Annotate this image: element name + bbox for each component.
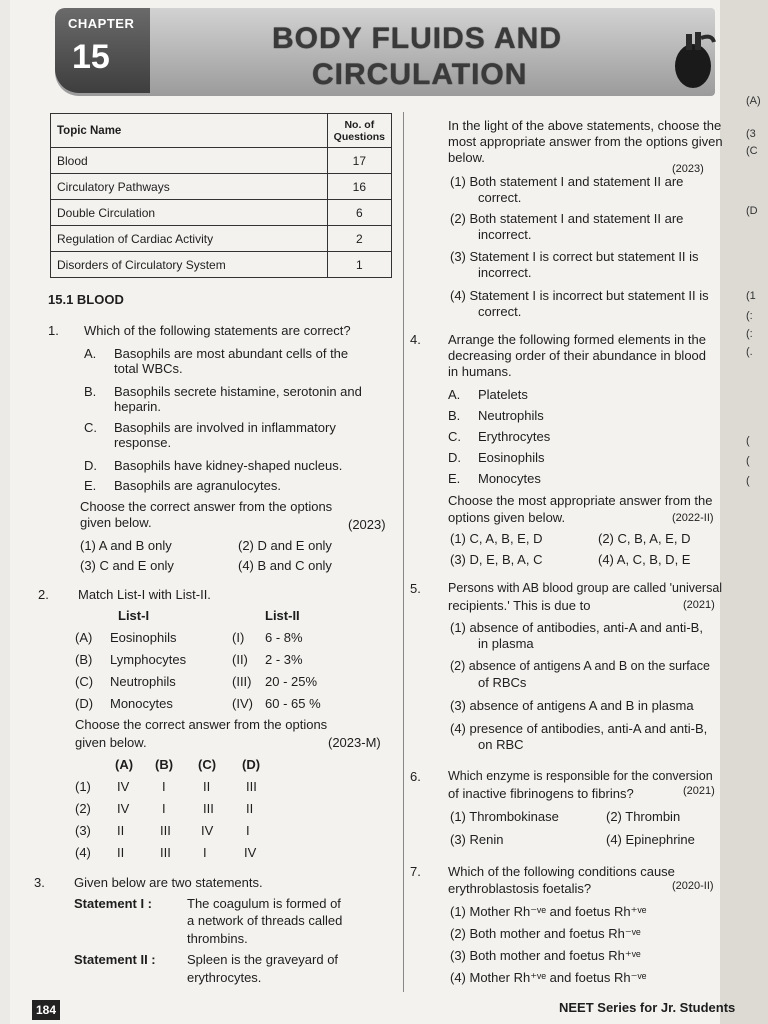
topic-name: Disorders of Circulatory System xyxy=(51,252,328,278)
question-number: 6. xyxy=(410,769,421,784)
question-number: 7. xyxy=(410,864,421,879)
series-footer: NEET Series for Jr. Students xyxy=(559,1000,736,1015)
question-stem: In the light of the above statements, choose the xyxy=(448,118,722,133)
list-heading: List-II xyxy=(265,608,300,623)
column-head: (C) xyxy=(198,757,217,772)
match-item: Lymphocytes xyxy=(110,652,187,667)
answer-cell: II xyxy=(117,845,125,860)
match-item: 20 - 25% xyxy=(265,674,318,689)
element-item: Erythrocytes xyxy=(478,429,551,444)
element-item: Platelets xyxy=(478,387,528,402)
option-letter: A. xyxy=(84,346,97,361)
column-divider xyxy=(403,112,404,992)
instruction-text: options given below. xyxy=(448,510,566,525)
answer-option: on RBC xyxy=(478,737,524,752)
question-stem: Persons with AB blood group are called 'universal xyxy=(448,581,723,595)
column-head: (B) xyxy=(155,757,174,772)
option-letter: C. xyxy=(84,420,97,435)
question-stem: Arrange the following formed elements in the xyxy=(448,332,706,347)
statement-text: Basophils are most abundant cells of the xyxy=(114,346,349,361)
element-item: Neutrophils xyxy=(478,408,544,423)
match-key: (IV) xyxy=(232,696,253,711)
statement-text: thrombins. xyxy=(187,931,248,946)
answer-option: incorrect. xyxy=(478,227,532,242)
column-head: (A) xyxy=(115,757,134,772)
exam-year: (2023-M) xyxy=(328,735,381,750)
question-number: 4. xyxy=(410,332,421,347)
question-stem: below. xyxy=(448,150,485,165)
next-page-edge xyxy=(720,0,768,1024)
answer-option: in plasma xyxy=(478,636,534,651)
answer-option-number: (3) xyxy=(75,823,91,838)
answer-option: incorrect. xyxy=(478,265,532,280)
table-row xyxy=(51,148,392,174)
topic-name: Blood xyxy=(51,148,328,174)
exam-year: (2021) xyxy=(683,599,715,611)
answer-cell: II xyxy=(203,779,211,794)
option-letter: D. xyxy=(448,450,461,465)
statement-text: response. xyxy=(114,435,172,450)
match-key: (III) xyxy=(232,674,252,689)
answer-cell: I xyxy=(246,823,250,838)
chapter-label: CHAPTER xyxy=(68,16,135,31)
answer-option: (2) Both mother and foetus Rh⁻ᵛᵉ xyxy=(450,926,641,941)
edge-mark: (. xyxy=(746,346,753,358)
chapter-number: 15 xyxy=(72,38,110,76)
answer-cell: I xyxy=(162,779,166,794)
question-count: 17 xyxy=(327,148,391,174)
option-letter: C. xyxy=(448,429,461,444)
answer-cell: IV xyxy=(201,823,214,838)
edge-mark: (D xyxy=(746,205,758,217)
table-row xyxy=(51,174,392,200)
question-number: 2. xyxy=(38,587,49,602)
statement-text: a network of threads called xyxy=(187,913,343,928)
table-row xyxy=(51,226,392,252)
answer-cell: I xyxy=(203,845,207,860)
answer-cell: I xyxy=(162,801,166,816)
answer-option: (1) A and B only xyxy=(80,538,172,553)
answer-option-number: (2) xyxy=(75,801,91,816)
answer-option: (4) presence of antibodies, anti-A and anti-B, xyxy=(450,721,708,736)
answer-option: correct. xyxy=(478,190,522,205)
answer-cell: III xyxy=(246,779,257,794)
statement-text: total WBCs. xyxy=(114,361,183,376)
option-letter: E. xyxy=(448,471,461,486)
answer-option: (1) Mother Rh⁻ᵛᵉ and foetus Rh⁺ᵛᵉ xyxy=(450,904,647,919)
match-item: 60 - 65 % xyxy=(265,696,321,711)
table-row xyxy=(51,252,392,278)
question-stem: Match List-I with List-II. xyxy=(78,587,211,602)
answer-option: (2) Both statement I and statement II are xyxy=(450,211,684,226)
answer-cell: IV xyxy=(117,779,130,794)
match-key: (I) xyxy=(232,630,245,645)
question-stem: in humans. xyxy=(448,364,512,379)
question-count-header: No. of Questions xyxy=(327,114,391,148)
element-item: Eosinophils xyxy=(478,450,545,465)
answer-option: (4) B and C only xyxy=(238,558,332,573)
question-count: 1 xyxy=(327,252,391,278)
element-item: Monocytes xyxy=(478,471,541,486)
answer-cell: II xyxy=(117,823,125,838)
answer-option: (3) Renin xyxy=(450,832,504,847)
column-head: (D) xyxy=(242,757,261,772)
answer-option: of RBCs xyxy=(478,675,527,690)
chapter-title-line2: CIRCULATION xyxy=(312,58,528,91)
statement-text: Basophils are involved in inflammatory xyxy=(114,420,336,435)
heart-icon xyxy=(668,28,718,92)
answer-option: (2) D and E only xyxy=(238,538,332,553)
instruction-text: Choose the correct answer from the options xyxy=(80,499,333,514)
question-stem: Which of the following conditions cause xyxy=(448,864,675,879)
statement-label: Statement I : xyxy=(74,896,153,911)
answer-option-number: (4) xyxy=(75,845,91,860)
question-stem: erythroblastosis foetalis? xyxy=(448,881,592,896)
answer-option: (4) Statement I is incorrect but statement II is xyxy=(450,288,709,303)
question-count: 6 xyxy=(327,200,391,226)
topic-name: Regulation of Cardiac Activity xyxy=(51,226,328,252)
chapter-title-line1: BODY FLUIDS AND xyxy=(272,22,563,55)
section-title: 15.1 BLOOD xyxy=(48,292,124,307)
page-number: 184 xyxy=(32,1000,60,1020)
answer-option-number: (1) xyxy=(75,779,91,794)
question-count: 16 xyxy=(327,174,391,200)
list-heading: List-I xyxy=(118,608,150,623)
statement-text: Basophils have kidney-shaped nucleus. xyxy=(114,458,343,473)
answer-option: (4) A, C, B, D, E xyxy=(598,552,691,567)
question-stem: recipients.' This is due to xyxy=(448,598,591,613)
statement-text: Spleen is the graveyard of xyxy=(187,952,339,967)
answer-option: (4) Mother Rh⁺ᵛᵉ and foetus Rh⁻ᵛᵉ xyxy=(450,970,647,985)
topic-name-header: Topic Name xyxy=(51,114,328,148)
edge-mark: (3 xyxy=(746,128,756,140)
edge-mark: ( xyxy=(746,435,750,447)
question-number: 1. xyxy=(48,323,59,338)
answer-cell: IV xyxy=(117,801,130,816)
answer-cell: III xyxy=(160,823,171,838)
question-number: 3. xyxy=(34,875,45,890)
option-letter: E. xyxy=(84,478,97,493)
question-stem: of inactive fibrinogens to fibrins? xyxy=(448,786,634,801)
match-item: 2 - 3% xyxy=(265,652,303,667)
statement-label: Statement II : xyxy=(74,952,156,967)
edge-mark: (: xyxy=(746,310,753,322)
answer-option: (1) absence of antibodies, anti-A and anti-B, xyxy=(450,620,703,635)
topics-header-row xyxy=(51,114,392,148)
answer-cell: IV xyxy=(244,845,257,860)
question-stem: Given below are two statements. xyxy=(74,875,263,890)
instruction-text: Choose the most appropriate answer from the xyxy=(448,493,713,508)
exam-year: (2021) xyxy=(683,785,715,797)
statement-text: Basophils secrete histamine, serotonin and xyxy=(114,384,362,399)
answer-option: (1) C, A, B, E, D xyxy=(450,531,543,546)
statement-text: Basophils are agranulocytes. xyxy=(114,478,281,493)
option-letter: A. xyxy=(448,387,461,402)
match-item: 6 - 8% xyxy=(265,630,303,645)
option-letter: B. xyxy=(84,384,97,399)
exam-year: (2020-II) xyxy=(672,880,714,892)
answer-cell: II xyxy=(246,801,254,816)
statement-text: erythrocytes. xyxy=(187,970,262,985)
answer-cell: III xyxy=(203,801,214,816)
match-item: Neutrophils xyxy=(110,674,176,689)
answer-option: (1) Both statement I and statement II are xyxy=(450,174,684,189)
question-number: 5. xyxy=(410,581,421,596)
exam-year: (2023) xyxy=(348,517,386,532)
match-item: Eosinophils xyxy=(110,630,177,645)
statement-text: heparin. xyxy=(114,399,161,414)
edge-mark: ( xyxy=(746,455,750,467)
statement-text: The coagulum is formed of xyxy=(187,896,341,911)
match-key: (II) xyxy=(232,652,248,667)
match-key: (D) xyxy=(75,696,94,711)
question-stem: Which enzyme is responsible for the conversion xyxy=(448,769,713,783)
question-stem: Which of the following statements are correct? xyxy=(84,323,351,338)
answer-option: (3) absence of antigens A and B in plasma xyxy=(450,698,694,713)
answer-option: (2) absence of antigens A and B on the surface xyxy=(450,659,710,673)
match-key: (A) xyxy=(75,630,93,645)
edge-mark: (: xyxy=(746,328,753,340)
topic-name: Circulatory Pathways xyxy=(51,174,328,200)
answer-option: (2) C, B, A, E, D xyxy=(598,531,691,546)
edge-mark: (1 xyxy=(746,290,756,302)
option-letter: D. xyxy=(84,458,97,473)
exam-year: (2023) xyxy=(672,163,704,175)
edge-mark: (A) xyxy=(746,95,761,107)
match-item: Monocytes xyxy=(110,696,173,711)
instruction-text: given below. xyxy=(80,515,152,530)
exam-year: (2022-II) xyxy=(672,512,714,524)
edge-mark: ( xyxy=(746,475,750,487)
answer-option: (2) Thrombin xyxy=(606,809,681,824)
option-letter: B. xyxy=(448,408,461,423)
question-stem: decreasing order of their abundance in blood xyxy=(448,348,707,363)
match-key: (C) xyxy=(75,674,94,689)
answer-option: correct. xyxy=(478,304,522,319)
question-stem: most appropriate answer from the options given xyxy=(448,134,723,149)
answer-option: (1) Thrombokinase xyxy=(450,809,559,824)
answer-option: (3) Both mother and foetus Rh⁺ᵛᵉ xyxy=(450,948,641,963)
question-count: 2 xyxy=(327,226,391,252)
instruction-text: given below. xyxy=(75,735,147,750)
answer-option: (3) Statement I is correct but statement II is xyxy=(450,249,699,264)
instruction-text: Choose the correct answer from the options xyxy=(75,717,328,732)
answer-option: (3) C and E only xyxy=(80,558,174,573)
topics-table xyxy=(50,113,392,278)
table-row xyxy=(51,200,392,226)
answer-option: (3) D, E, B, A, C xyxy=(450,552,543,567)
answer-cell: III xyxy=(160,845,171,860)
answer-option: (4) Epinephrine xyxy=(606,832,695,847)
match-key: (B) xyxy=(75,652,93,667)
edge-mark: (C xyxy=(746,145,758,157)
topic-name: Double Circulation xyxy=(51,200,328,226)
